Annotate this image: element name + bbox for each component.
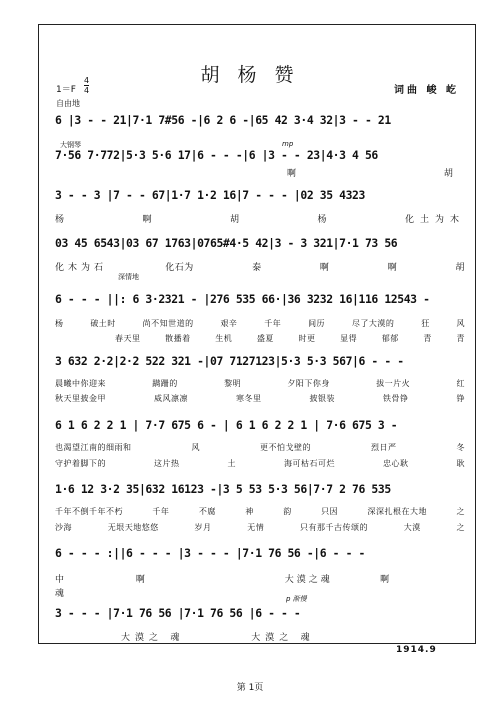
- notation-line-4: 03 45 6543|03 67 1763|0765#4·5 42|3 - 3 321|7·1 73 56: [55, 236, 398, 250]
- lyric: 胡: [229, 215, 240, 225]
- lyric: 啊: [287, 169, 297, 179]
- lyric-line-8b: [55, 522, 465, 533]
- lyric: 魂: [170, 633, 180, 643]
- lyric: 杨: [317, 215, 327, 225]
- lyric: 冬: [456, 443, 465, 452]
- lyric-line-6a: [55, 378, 465, 389]
- lyric: 盛夏: [256, 334, 274, 343]
- lyric: 青: [456, 334, 465, 343]
- lyric-line-10: [55, 630, 465, 643]
- notation-line-8: 1·6 12 3·2 35|632 16123 -|3 5 53 5·3 56|7·7 2 76 535: [55, 482, 391, 496]
- lyric: 时更: [298, 334, 316, 343]
- lyric: 啊: [142, 215, 152, 225]
- lyric: 啊: [319, 263, 330, 273]
- lyric-line-5b: [55, 333, 465, 344]
- lyric: 啊: [387, 263, 398, 273]
- composer-credit: 词曲 峻 屹: [394, 85, 459, 96]
- lyric: 化木为石: [55, 263, 108, 273]
- dynamic-p-ritard: p 渐慢: [286, 595, 307, 603]
- notation-line-7: 6 1 6 2 2 1 | 7·7 675 6 - | 6 1 6 2 2 1 | 7·6 675 3 -: [55, 418, 398, 432]
- lyric: 海可枯石可烂: [284, 459, 335, 468]
- lyric: 秋天里披金甲: [55, 394, 106, 403]
- lyric-line-9a: [55, 572, 465, 585]
- lyric: 神: [245, 507, 254, 516]
- lyric: 散播着: [165, 334, 191, 343]
- notation-line-5: 6 - - - ||: 6 3·2321 - |276 535 66·|36 3232 16|116 12543 -: [55, 292, 430, 306]
- lyric: 胡: [443, 169, 454, 179]
- lyric: 拔一片火: [376, 379, 411, 388]
- lyric: 大漠: [403, 523, 421, 532]
- lyric: 无垠天地悠悠: [107, 523, 159, 532]
- lyric: 蹒跚的: [152, 379, 178, 388]
- lyric: 中: [55, 575, 65, 585]
- lyric: 魂: [300, 633, 311, 643]
- meter-top: 4: [84, 76, 90, 85]
- notation-line-2: 7·56 7·772|5·3 5·6 17|6 - - -|6 |3 - - 23|4·3 4 56: [55, 148, 378, 162]
- notation-line-1: 6 |3 - - 21|7·1 7#56 -|6 2 6 -|65 42 3·4 32|3 - - 21: [55, 113, 391, 127]
- notation-line-6: 3 632 2·2|2·2 522 321 -|07 7127123|5·3 5·3 567|6 - - -: [55, 354, 404, 368]
- lyric: 无情: [247, 523, 265, 532]
- lyric-line-7b: [55, 458, 465, 469]
- lyric: 青: [423, 334, 432, 343]
- lyric: 魂: [55, 589, 65, 599]
- notation-line-10: 3 - - - |7·1 76 56 |7·1 76 56 |6 - - -: [55, 606, 301, 620]
- notation-line-3: 3 - - 3 |7 - - 67|1·7 1·2 16|7 - - - |02 35 4323: [55, 188, 365, 202]
- lyric: 大漠之魂: [284, 575, 333, 585]
- lyric: 也渴望江南的细雨和: [55, 443, 132, 452]
- lyric-line-2: [55, 166, 465, 179]
- lyric: 狂: [421, 319, 430, 328]
- composition-date: 1914.9: [396, 645, 437, 655]
- lyric: 寒冬里: [236, 394, 262, 403]
- lyric: 红: [456, 379, 465, 388]
- key-signature: 1＝F: [56, 85, 76, 95]
- lyric: 千年: [152, 507, 170, 516]
- lyric: 生机: [215, 334, 233, 343]
- lyric: 千年不倒千年不朽: [55, 507, 123, 516]
- tempo-marking: 自由地: [56, 99, 80, 108]
- lyric: 显得: [340, 334, 358, 343]
- lyric: 岁月: [194, 523, 212, 532]
- lyric: 沙海: [55, 523, 72, 532]
- lyric: 尽了大漠的: [351, 319, 395, 328]
- lyric-line-7a: [55, 442, 465, 453]
- lyric: 泰: [252, 263, 262, 273]
- lyric: 耿: [456, 459, 465, 468]
- lyric: 艰辛: [220, 319, 238, 328]
- page-number: 第 1页: [236, 683, 264, 693]
- lyric: 深深扎根在大地: [367, 507, 428, 516]
- lyric: 风: [456, 319, 465, 328]
- lyric: 胡: [455, 263, 465, 273]
- lyric: 化石为: [165, 263, 194, 273]
- lyric: 化土为木: [404, 215, 465, 225]
- time-signature: [84, 76, 89, 95]
- lyric: 夕阳下你身: [287, 379, 330, 388]
- lyric: 风: [191, 443, 200, 452]
- lyric: 之: [456, 523, 465, 532]
- lyric-line-4: [55, 260, 465, 273]
- lyric: 更不怕戈壁的: [260, 443, 311, 452]
- lyric-line-6b: [55, 393, 465, 404]
- lyric: 守护着脚下的: [55, 459, 106, 468]
- lyric: 土: [227, 459, 236, 468]
- lyric-line-3: [55, 212, 465, 225]
- lyric: 披银装: [309, 394, 335, 403]
- lyric: 铮: [456, 394, 465, 403]
- lyric: 啊: [380, 575, 390, 585]
- lyric: 啊: [135, 575, 146, 585]
- notation-line-9: 6 - - - :||6 - - - |3 - - - |7·1 76 56 -|6 - - -: [55, 546, 365, 560]
- lyric-line-8a: [55, 506, 465, 517]
- lyric: 黎明: [224, 379, 242, 388]
- lyric: 大漠之: [121, 633, 164, 643]
- song-title: 胡 杨 赞: [200, 64, 300, 86]
- lyric: 晨曦中你迎来: [55, 379, 106, 388]
- meter-bottom: 4: [84, 86, 90, 95]
- lyric: 杨: [55, 215, 65, 225]
- lyric: 只因: [321, 507, 339, 516]
- lyric: 威风凛凛: [154, 394, 188, 403]
- lyric: 烈日严: [371, 443, 397, 452]
- instrument-note: 大钢琴: [60, 141, 81, 149]
- lyric-line-5a: [55, 318, 465, 329]
- lyric: 忠心耿: [383, 459, 409, 468]
- lyric: 郁郁: [381, 334, 399, 343]
- lyric: 韵: [283, 507, 292, 516]
- lyric: 春天里: [115, 334, 141, 343]
- lyric: 不腐: [198, 507, 216, 516]
- lyric: 杨: [55, 319, 64, 328]
- lyric: 千年: [264, 319, 282, 328]
- lyric: 间历: [308, 319, 326, 328]
- lyric: 铁骨铮: [383, 394, 409, 403]
- lyric: 大漠之: [251, 633, 294, 643]
- lyric-line-9b: [55, 586, 465, 599]
- lyric: 之: [456, 507, 465, 516]
- lyric: 破土时: [90, 319, 116, 328]
- lyric: 尚不知世道的: [142, 319, 194, 328]
- lyric: 只有那千古传颂的: [300, 523, 368, 532]
- dynamic-mp: mp: [282, 140, 294, 148]
- lyric: 这片热: [154, 459, 180, 468]
- expression-note: 深情地: [118, 273, 139, 281]
